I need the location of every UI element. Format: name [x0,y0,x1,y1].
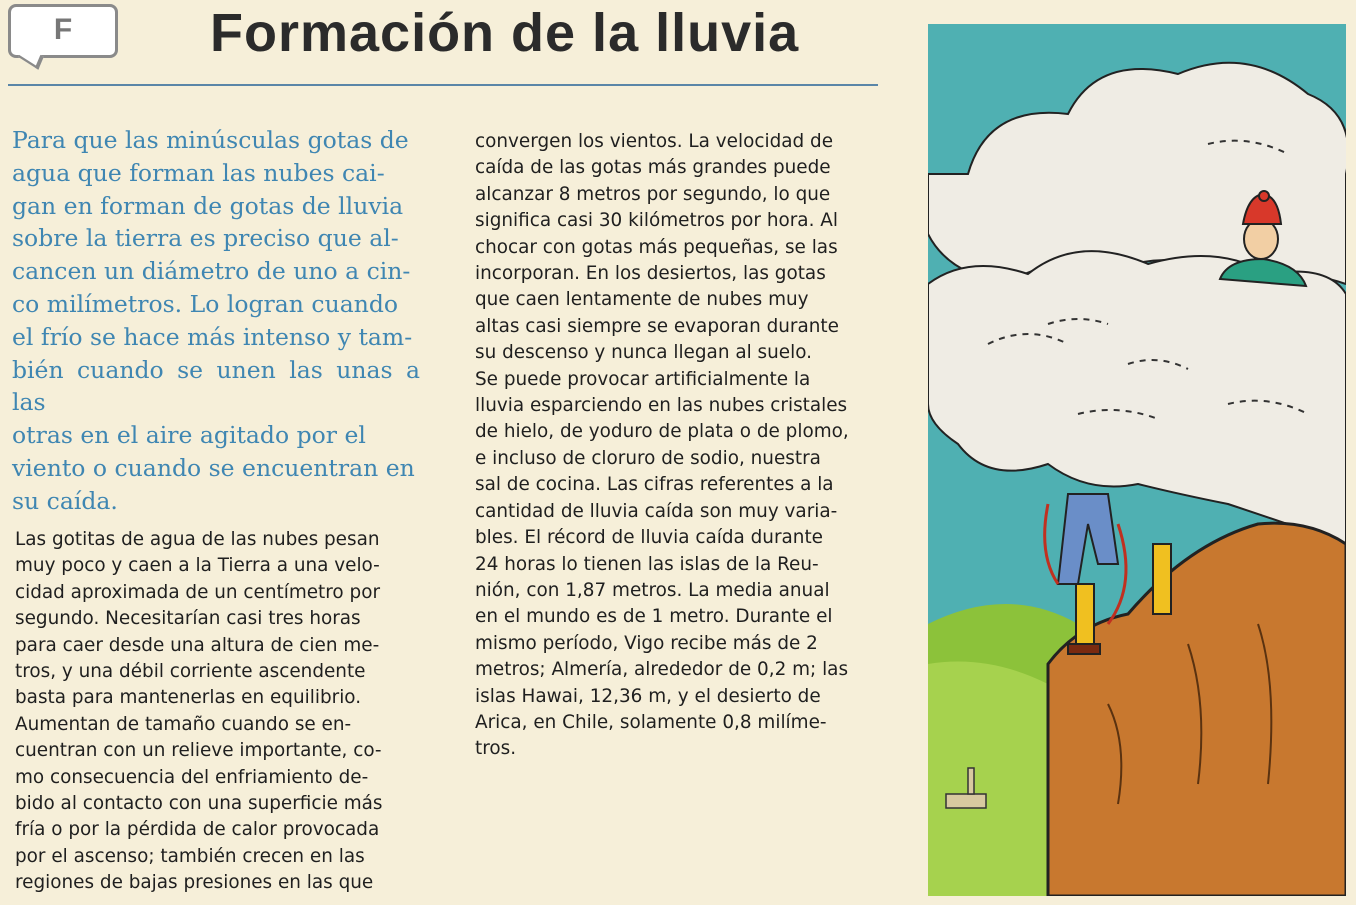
title-divider [8,84,878,86]
body-column-right: convergen los vientos. La velocidad de caída de las gotas más grandes puede alcanzar 8 metros por segundo, lo que significa casi 30 kilómetros por hora. Al chocar con gotas más pequeñas, se las incorporan. En los desiertos, las gotas que caen lentamente de nubes muy altas casi siempre se evaporan durante su descenso y nunca llegan al suelo. Se puede provocar artificialmente la lluvia esparciendo en las nubes cristales de hielo, de yoduro de plata o de plomo, e incluso de cloruro de sodio, nuestra sal de cocina. Las cifras referentes a la cantidad de lluvia caída son muy varia- bles. El récord de lluvia caída durante 24 horas lo tienen las islas de la Reu- nión, con 1,87 metros. La media anual en el mundo es de 1 metro. Durante el mismo período, Vigo recibe más de 2 metros; Almería, alrededor de 0,2 m; las islas Hawai, 12,36 m, y el desierto de Arica, en Chile, solamente 0,8 milíme- tros. [475,131,849,760]
page-title: Formación de la lluvia [210,3,800,63]
section-letter: F [53,13,73,46]
rain-illustration [928,24,1346,896]
body-column-left: Las gotitas de agua de las nubes pesan muy poco y caen a la Tierra a una velo- cidad aproximada de un centímetro por segundo. Necesitarían casi tres horas para caer desde una altura de cien me- tros, y una débil corriente ascendente basta para mantenerlas en equilibrio. Aumentan de tamaño cuando se en- cuentran con un relieve importante, co- mo consecuencia del enfriamiento de- bido al contacto con una superficie más fría o por la pérdida de calor provocada por el ascenso; también crecen en las regiones de bajas presiones en las que [15,529,383,894]
intro-paragraph: Para que las minúsculas gotas de agua que forman las nubes cai- gan en forman de gotas de lluvia sobre la tierra es preciso que al- cancen un diámetro de uno a cin- co milímetros. Lo logran cuando el frío se hace más intenso y tam- bién cuando se unen las unas a las otras en el aire agitado por el viento o cuando se encuentran en su caída. [12,126,420,515]
illustration-svg [928,24,1346,896]
